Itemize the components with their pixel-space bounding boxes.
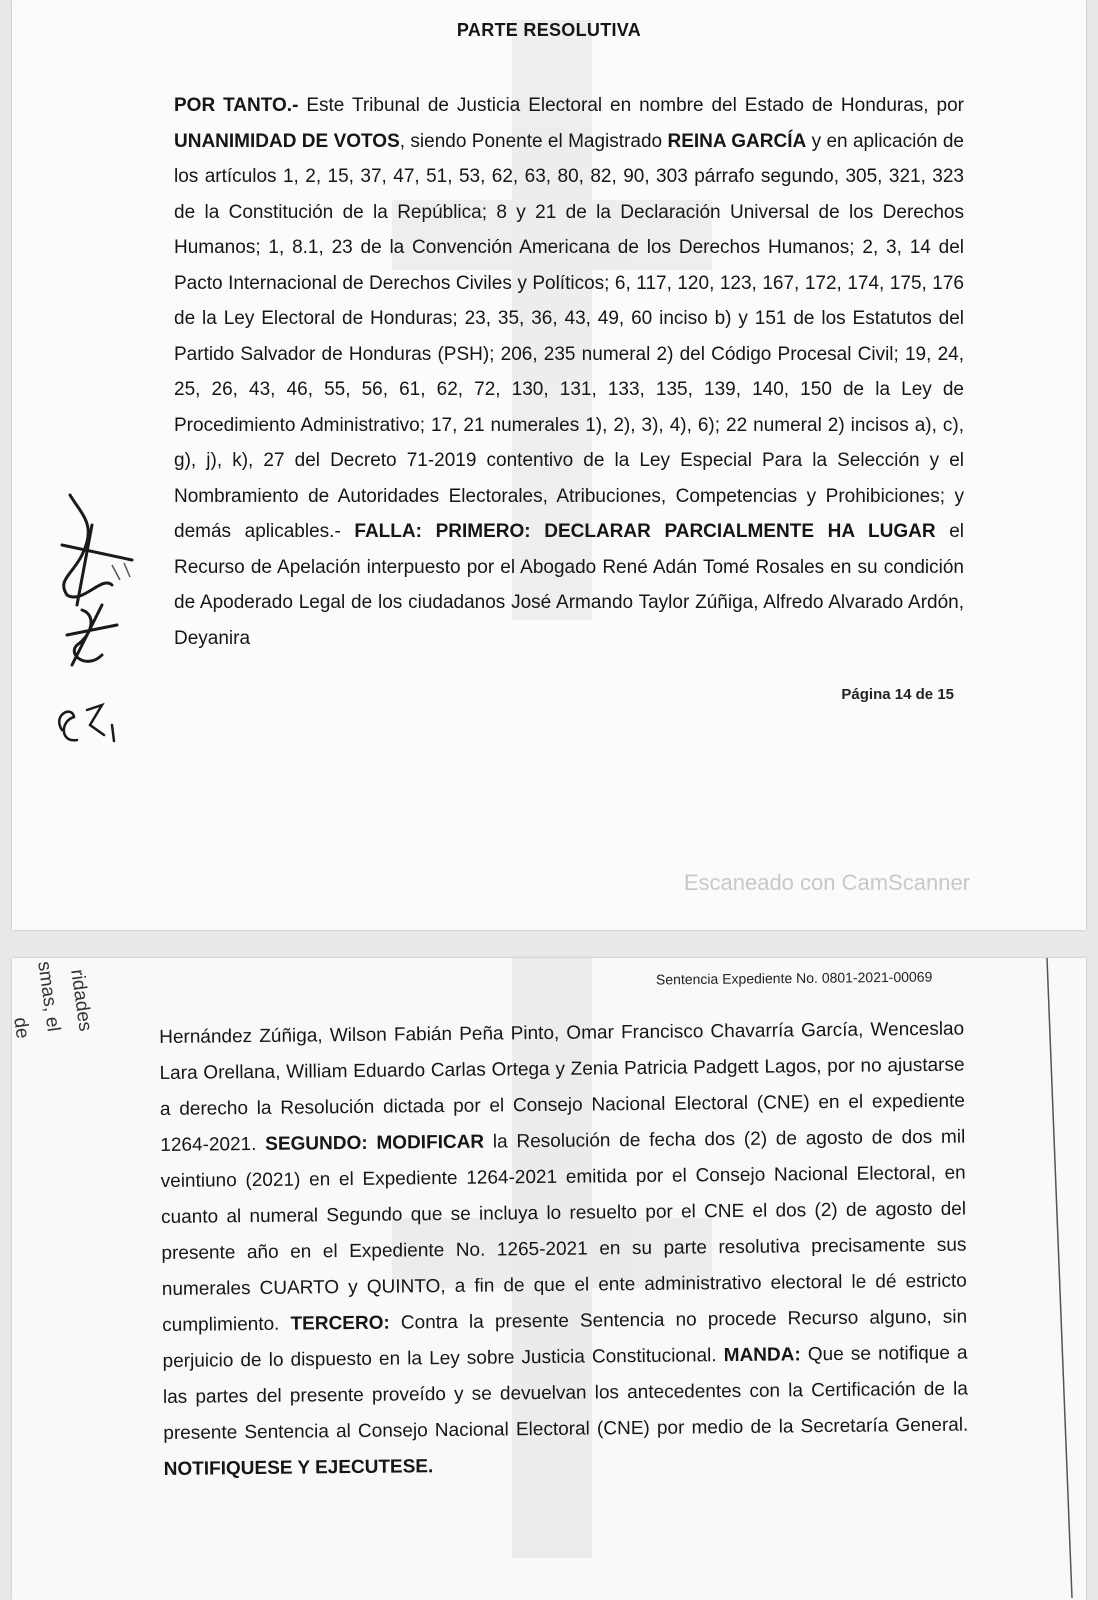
text-segment: y en aplicación de los artículos 1, 2, 15, 37, 47, 51, 53, 62, 63, 80, 82, 90, 303 párrafo segundo, 305, 321, 323 de la Constitución de la República; 8 y 21 de la Declaración Universal de los Derechos Humanos; 1, 8.1, 23 de la Convención Americana de los Derechos Humanos; 2, 3, 14 del Pacto Internacional de Derechos Civiles y Políticos; 6, 117, 120, 123, 167, 172, 174, 175, 176 de la Ley Electoral de Honduras; 23, 35, 36, 43, 49, 60 inciso b) y 151 de los Estatutos del Partido Salvador de Honduras (PSH); 206, 235 numeral 2) del Código Procesal Civil; 19, 24, 25, 26, 43, 46, 55, 56, 61, 62, 72, 130, 131, 133, 135, 139, 140, 150 de la Ley de Procedimiento Administrativo; 17, 21 numerales 1), 2), 3), 4), 6); 22 numeral 2) incisos a), c), g), j), k), 27 del Decreto 71-2019 contentivo de la Ley Especial Para la Selección y el Nombramiento de Autoridades Electorales, Atribuciones, Competencias y Prohibiciones; y demás aplicables.- (174, 130, 964, 542)
margin-fragment: smas, el (33, 960, 64, 1033)
bold-segment: POR TANTO.- (174, 95, 299, 116)
document-page-14 (12, 0, 1086, 930)
scanner-watermark: Escaneado con CamScanner (683, 870, 970, 895)
page-total: 15 (937, 686, 954, 703)
text-segment: la Resolución de fecha dos (2) de agosto de dos mil veintiuno (2021) en el Expediente 1264-2021 emitida por el Consejo Nacional Electoral, en cuanto al numeral Segundo que se incluya lo resuelto por el CNE el dos (2) de agosto del presente año en el Expediente No. 1265-2021 en su parte resolutiva precisamente sus numerales CUARTO y QUINTO, a fin de que el ente administrativo electoral le dé estricto cumplimiento. (160, 1126, 967, 1336)
text-segment: Este Tribunal de Justicia Electoral en nombre del Estado de Honduras, por (298, 95, 964, 116)
bold-segment: UNANIMIDAD DE VOTOS (174, 130, 400, 152)
margin-text-fragments (9, 958, 132, 1078)
text-segment: Que se notifique a las partes del presente proveído y se devuelvan los antecedentes con la Certificación de la presente Sentencia al Consejo Nacional Electoral (CNE) por medio de la Secretaría General. (162, 1342, 969, 1444)
page-current: 14 (894, 686, 912, 703)
resolution-paragraph (174, 88, 964, 656)
section-heading: PARTE RESOLUTIVA (456, 20, 642, 40)
bold-segment: TERCERO: (290, 1312, 390, 1335)
page-edge-line (1042, 958, 1082, 1600)
bold-segment: NOTIFIQUESE Y EJECUTESE. (163, 1456, 434, 1480)
case-number: Sentencia Expediente No. 0801-2021-00069 (655, 968, 933, 988)
bold-segment: SEGUNDO: MODIFICAR (265, 1131, 485, 1155)
bold-segment: REINA GARCÍA (667, 130, 807, 152)
margin-fragment: ridades (66, 968, 96, 1033)
text-segment: , siendo Ponente el Magistrado (399, 130, 668, 152)
page-label: Página (841, 686, 891, 703)
text-segment: Hernández Zúñiga, Wilson Fabián Peña Pinto, Omar Francisco Chavarría García, Wenceslao Lara Orellana, William Eduardo Carlas Ortega y Zenia Patricia Padgett Lagos, por no ajustarse a derecho la Resolución dictada por el Consejo Nacional Electoral (CNE) en el expediente 1264-2021. (159, 1018, 966, 1156)
margin-fragment: de (9, 1016, 33, 1040)
page-number (841, 686, 954, 703)
bold-segment: MANDA: (723, 1344, 801, 1367)
handwritten-signature (42, 485, 152, 775)
text-segment: el Recurso de Apelación interpuesto por el Abogado René Adán Tomé Rosales en su condición de Apoderado Legal de los ciudadanos José Armando Taylor Zúñiga, Alfredo Alvarado Ardón, Deyanira (174, 521, 964, 649)
resolution-paragraph-continued (159, 1012, 969, 1488)
page-of: de (915, 686, 934, 703)
text-segment: Contra la presente Sentencia no procede Recurso alguno, sin perjuicio de lo dispuesto en la Ley sobre Justicia Constitucional. (162, 1306, 968, 1372)
bold-segment: FALLA: PRIMERO: DECLARAR PARCIALMENTE HA LUGAR (354, 521, 936, 542)
document-page-15 (9, 958, 1086, 1600)
